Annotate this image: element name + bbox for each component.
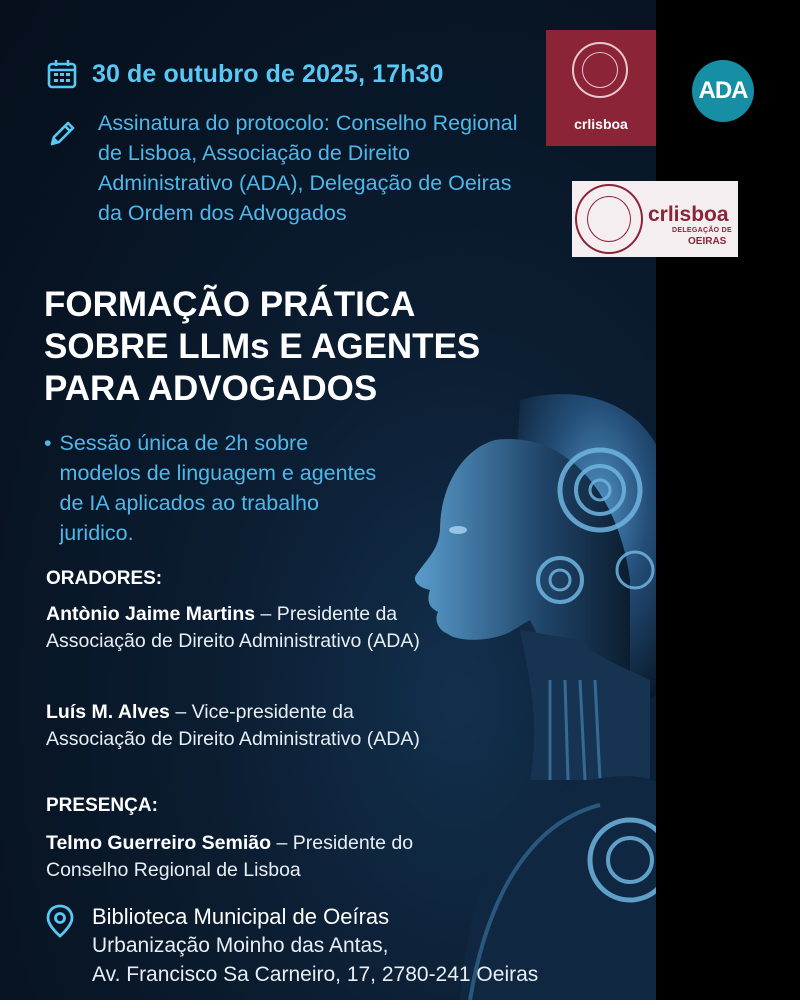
location-pin-icon <box>46 904 74 938</box>
venue-name: Biblioteca Municipal de Oeíras <box>92 904 390 929</box>
crlisboa-logo-text: crlisboa <box>574 116 628 132</box>
calendar-icon <box>46 58 78 90</box>
oeiras-logo-sub2: OEIRAS <box>688 236 727 247</box>
address-line-1: Urbanização Moinho das Antas, <box>92 934 389 957</box>
session-text: Sessão única de 2h sobre modelos de linguagem e agentes de IA aplicados ao trabalho juridico. <box>59 431 377 545</box>
ada-logo: ADA <box>692 60 754 122</box>
headline-line-2: SOBRE LLMs E AGENTES <box>44 327 481 366</box>
presence-title: PRESENÇA: <box>46 795 158 816</box>
presence-person-1-role: – Presidente do Conselho Regional de Lisboa <box>46 832 414 881</box>
oeiras-logo-name: crlisboa <box>648 203 729 226</box>
speaker-1-name: Antònio Jaime Martins <box>46 603 256 625</box>
address-line-2: Av. Francisco Sa Carneiro, 17, 2780-241 Oeiras <box>92 963 539 986</box>
speakers-title: ORADORES: <box>46 568 163 589</box>
poster-headline <box>44 284 564 410</box>
bullet-point: • <box>44 431 52 455</box>
oeiras-logo-sub1: DELEGAÇÃO DE <box>672 227 732 234</box>
speaker-1 <box>46 601 436 655</box>
presence-person-1-name: Telmo Guerreiro Semião <box>46 832 272 854</box>
event-description: Assinatura do protocolo: Conselho Regional de Lisboa, Associação de Direito Administrativo (ADA), Delegação de Oeiras da Ordem dos Advogados <box>98 111 518 225</box>
speaker-2 <box>46 699 426 753</box>
oeiras-seal-icon <box>575 184 643 254</box>
speaker-2-name: Luís M. Alves <box>46 701 170 723</box>
event-date-time: 30 de outubro de 2025, 17h30 <box>92 59 444 88</box>
headline-line-1: FORMAÇÃO PRÁTICA <box>44 285 416 324</box>
crlisboa-oeiras-logo <box>572 181 738 257</box>
presence-person-1 <box>46 830 451 884</box>
speaker-2-role: – Vice-presidente da Associação de Direito Administrativo (ADA) <box>46 701 420 750</box>
pencil-icon <box>46 118 78 150</box>
session-description <box>44 428 384 548</box>
event-location <box>46 902 538 989</box>
headline-line-3: PARA ADVOGADOS <box>44 369 378 408</box>
event-description-row <box>46 108 528 228</box>
crlisboa-seal-icon <box>572 42 628 98</box>
event-date-row <box>46 58 444 90</box>
speaker-1-role: – Presidente da Associação de Direito Administrativo (ADA) <box>46 603 420 652</box>
crlisboa-logo <box>546 30 656 146</box>
right-black-margin <box>656 0 800 1000</box>
